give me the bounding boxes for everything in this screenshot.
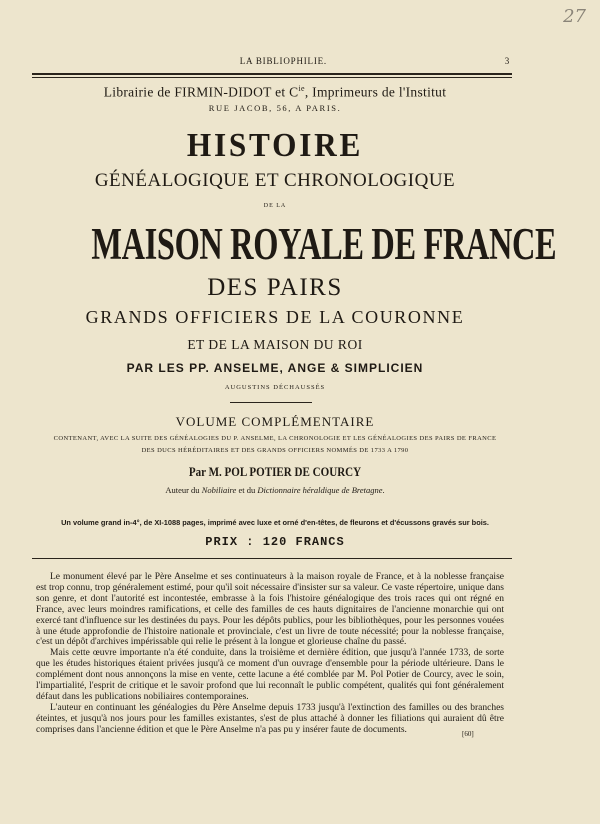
title-maison-royale: MAISON ROYALE DE FRANCE — [91, 219, 557, 269]
title-des-pairs: DES PAIRS — [207, 274, 343, 301]
title-histoire: HISTOIRE — [186, 127, 364, 164]
page-reference: [60] — [462, 730, 474, 738]
body-paragraph: L'auteur en continuant les généalogies du Père Anselme depuis 1733 jusqu'à l'extinction des familles ou des branches éteintes, et jusqu'à nos jours pour les familles existantes, s'est de plus attaché à donner les filiations qui auraient dû être comprises dans l'ancienne édition et que le Père Anselme n'a pas pu y insérer faute de documents. — [36, 702, 504, 735]
running-head-page-number: 3 — [504, 56, 510, 66]
body-rule — [32, 558, 512, 559]
price: PRIX : 120 FRANCS — [205, 535, 345, 549]
body-text — [36, 572, 504, 736]
volume-contents-line-2: DES DUCS HÉRÉDITAIRES ET DES GRANDS OFFICIERS NOMMÉS DE 1733 A 1790 — [141, 447, 409, 454]
title-authors: PAR LES PP. ANSELME, ANGE & SIMPLICIEN — [126, 361, 424, 375]
title-de-la: DE LA — [263, 203, 287, 209]
body-paragraph: Mais cette œuvre importante n'a été conduite, dans la troisième et dernière édition, que jusqu'à l'année 1733, de sorte que les études historiques étaient privées jusqu'à ce moment d'un ouvrage d'ensemble pour la période ultérieure. Dans le complément dont nous annonçons la mise en vente, cette lacune a été comblée par M. Pol Potier de Courcy, avec le soin, l'impartialité, l'esprit de critique et le savoir profond que lui reconnaît le public compétent, qualités qui font généralement défaut dans les publications nobiliaires contemporaines. — [36, 648, 504, 702]
volume-author-credentials: Auteur du Nobiliaire et du Dictionnaire héraldique de Bretagne. — [165, 485, 385, 495]
title-maison-du-roi: ET DE LA MAISON DU ROI — [187, 337, 363, 352]
title-divider — [230, 402, 312, 403]
publisher-address: RUE JACOB, 56, A PARIS. — [208, 103, 342, 113]
volume-contents-line-1: CONTENANT, AVEC LA SUITE DES GÉNÉALOGIES DU P. ANSELME, LA CHRONOLOGIE ET LES GÉNÉALOGIES DES PAIRS DE FRANCE — [53, 435, 497, 442]
header-rule-thin — [32, 77, 512, 78]
publisher-line: Librairie de FIRMIN-DIDOT et $C^{ie}$, Imprimeurs de l'Institut — [103, 84, 447, 100]
edition-announcement: Un volume grand in-4°, de XI-1088 pages, imprimé avec luxe et orné d'en-têtes, de fleurons et d'écussons gravés sur bois. — [61, 518, 489, 527]
running-head-title: LA BIBLIOPHILIE. — [239, 56, 327, 66]
title-grands-officiers: GRANDS OFFICIERS DE LA COURONNE — [85, 307, 465, 327]
title-genealogique: GÉNÉALOGIQUE ET CHRONOLOGIQUE — [94, 170, 456, 191]
body-paragraph: Le monument élevé par le Père Anselme et ses continuateurs à la maison royale de France, et à la noblesse française est trop connu, trop généralement estimé, pour qu'il soit nécessaire d'insister sur sa valeur. Ce vaste répertoire, unique dans son genre, et dont l'autorité est incontestée, embrasse à la fois l'histoire généalogique des trois races qui ont régné en France, avec leurs moindres ramifications, et celle des familles de ces hauts dignitaires de l'ancienne monarchie qui ont exercé tant d'influence sur les destinées du pays. Pour les dépôts publics, pour les bibliothèques, pour les personnes vouées à une étude approfondie de l'histoire nationale et provinciale, c'est un livre de toute nécessité; pour la noblesse française, c'est un dépôt d'archives impérissable qui relie le présent à la longue et glorieuse chaîne du passé. — [36, 572, 504, 648]
header-rule-thick — [32, 73, 512, 75]
corner-page-mark: 27 — [563, 6, 586, 27]
volume-title: VOLUME COMPLÉMENTAIRE — [175, 414, 375, 429]
title-augustins: AUGUSTINS DÉCHAUSSÉS — [224, 384, 326, 391]
running-head — [32, 56, 510, 66]
volume-author: Par M. POL POTIER DE COURCY — [188, 464, 362, 479]
